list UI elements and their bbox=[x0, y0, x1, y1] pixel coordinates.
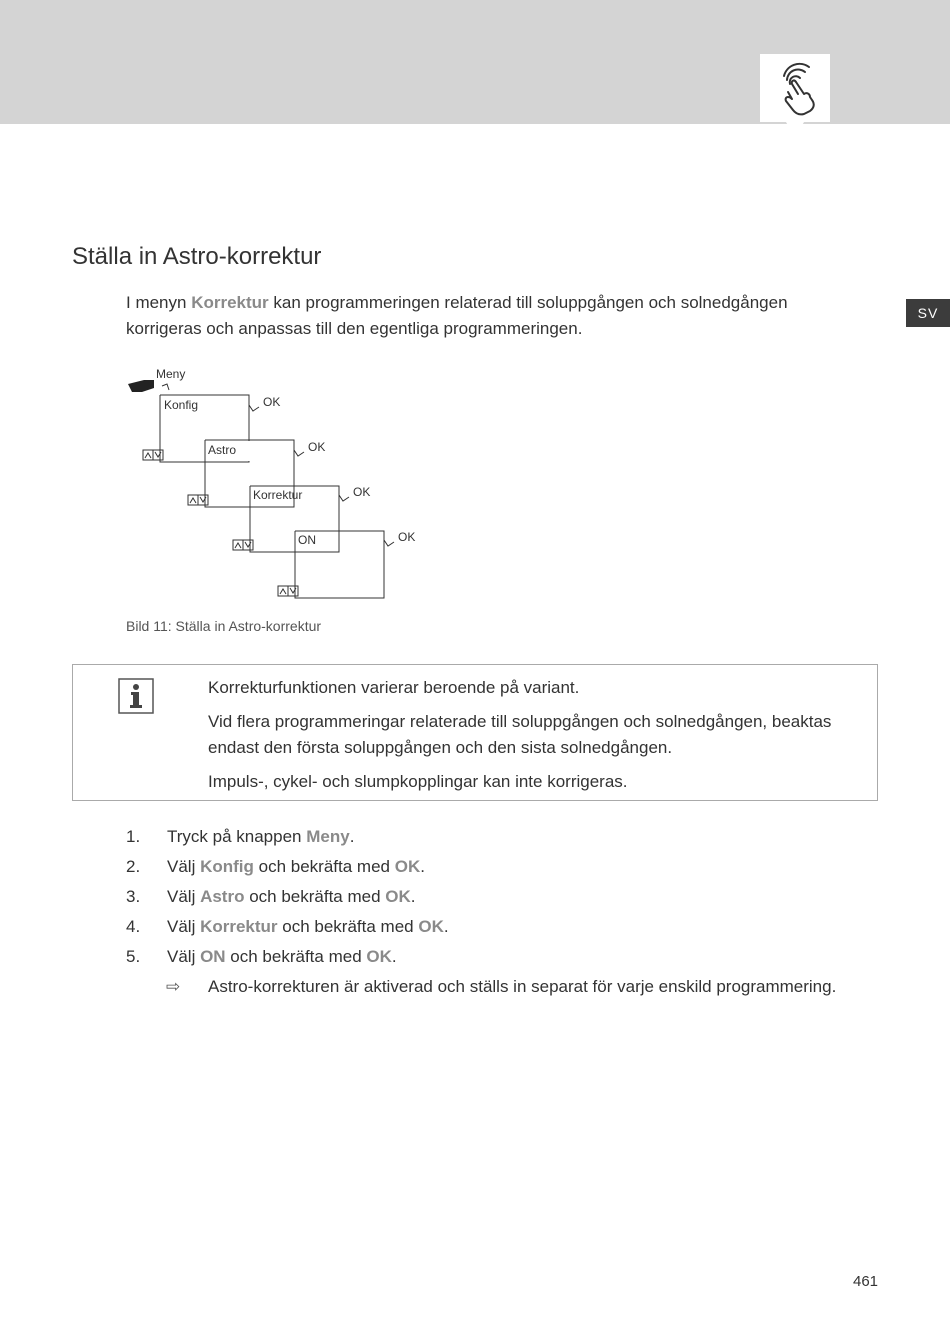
diagram-ok-1: OK bbox=[263, 395, 281, 409]
diagram-screen-konfig: Konfig bbox=[164, 398, 199, 412]
info-text bbox=[208, 675, 858, 803]
figure-caption: Bild 11: Ställa in Astro-korrektur bbox=[126, 618, 322, 634]
step-keyword: Korrektur bbox=[200, 917, 278, 936]
step-text: och bekräfta med bbox=[244, 887, 386, 906]
diagram-screen-on: ON bbox=[298, 533, 316, 547]
info-line: Korrekturfunktionen varierar beroende på variant. bbox=[208, 678, 580, 697]
step-keyword: Konfig bbox=[200, 857, 254, 876]
page-title: Ställa in Astro-korrektur bbox=[72, 243, 322, 270]
intro-keyword: Korrektur bbox=[191, 293, 269, 312]
language-tab: SV bbox=[906, 299, 950, 327]
touch-gesture-icon bbox=[760, 54, 830, 122]
ok-arrow-icon bbox=[339, 495, 349, 501]
step-number: 5. bbox=[126, 947, 141, 966]
result-arrow-icon: ⇨ bbox=[166, 977, 181, 996]
info-line: Impuls-, cykel- och slumpkopplingar kan inte korrigeras. bbox=[208, 772, 628, 791]
menu-navigation-diagram bbox=[120, 362, 420, 607]
step-number: 4. bbox=[126, 917, 141, 936]
step-item bbox=[126, 916, 449, 946]
step-text: och bekräfta med bbox=[277, 917, 419, 936]
ok-arrow-icon bbox=[384, 540, 394, 546]
step-keyword: OK bbox=[385, 887, 411, 906]
step-keyword: Astro bbox=[200, 887, 245, 906]
step-item bbox=[126, 826, 449, 856]
ok-arrow-icon bbox=[249, 405, 259, 411]
diagram-ok-2: OK bbox=[308, 440, 326, 454]
step-text: Välj bbox=[167, 947, 201, 966]
step-text: . bbox=[410, 887, 416, 906]
step-keyword: Meny bbox=[306, 827, 350, 846]
step-number: 2. bbox=[126, 857, 141, 876]
diagram-ok-4: OK bbox=[398, 530, 416, 544]
step-text: . bbox=[349, 827, 355, 846]
diagram-menu-label: Meny bbox=[156, 367, 186, 381]
intro-suffix: kan programmeringen relaterad till soluppgången och solnedgången korrigeras och anpassas till den egentliga programmeringen. bbox=[126, 293, 788, 338]
intro-prefix: I menyn bbox=[126, 293, 192, 312]
diagram-ok-3: OK bbox=[353, 485, 371, 499]
step-text: Välj bbox=[167, 887, 201, 906]
step-keyword: OK bbox=[394, 857, 421, 876]
diagram-screen-korrektur: Korrektur bbox=[253, 488, 303, 502]
step-text: . bbox=[391, 947, 397, 966]
intro-paragraph bbox=[126, 290, 866, 342]
step-item bbox=[126, 856, 449, 886]
pointing-hand-icon bbox=[128, 380, 154, 392]
touch-tab-pointer bbox=[786, 122, 804, 138]
step-item bbox=[126, 946, 449, 976]
step-number: 1. bbox=[126, 827, 141, 846]
step-text: Välj bbox=[167, 857, 201, 876]
diagram-screen-astro: Astro bbox=[208, 443, 237, 457]
step-text: Välj bbox=[167, 917, 201, 936]
info-line: Vid flera programmeringar relaterade till soluppgången och solnedgången, beaktas endast den första soluppgången och den sista solnedgången. bbox=[208, 712, 832, 757]
step-text: och bekräfta med bbox=[225, 947, 367, 966]
step-keyword: ON bbox=[200, 947, 226, 966]
result-text: Astro-korrekturen är aktiverad och ställs in separat för varje enskild programmering. bbox=[208, 977, 837, 996]
step-item bbox=[126, 886, 449, 916]
info-box bbox=[72, 664, 878, 801]
touch-tab bbox=[760, 54, 830, 122]
step-keyword: OK bbox=[418, 917, 444, 936]
step-result bbox=[166, 976, 836, 998]
steps-list bbox=[126, 826, 449, 976]
step-text: och bekräfta med bbox=[253, 857, 395, 876]
info-icon bbox=[118, 678, 154, 714]
ok-arrow-icon bbox=[294, 450, 304, 456]
step-text: . bbox=[443, 917, 449, 936]
step-number: 3. bbox=[126, 887, 141, 906]
menu-press-arrow bbox=[162, 384, 169, 390]
step-keyword: OK bbox=[366, 947, 392, 966]
step-text: . bbox=[420, 857, 425, 876]
page-number: 461 bbox=[853, 1273, 879, 1290]
step-text: Tryck på knappen bbox=[167, 827, 307, 846]
